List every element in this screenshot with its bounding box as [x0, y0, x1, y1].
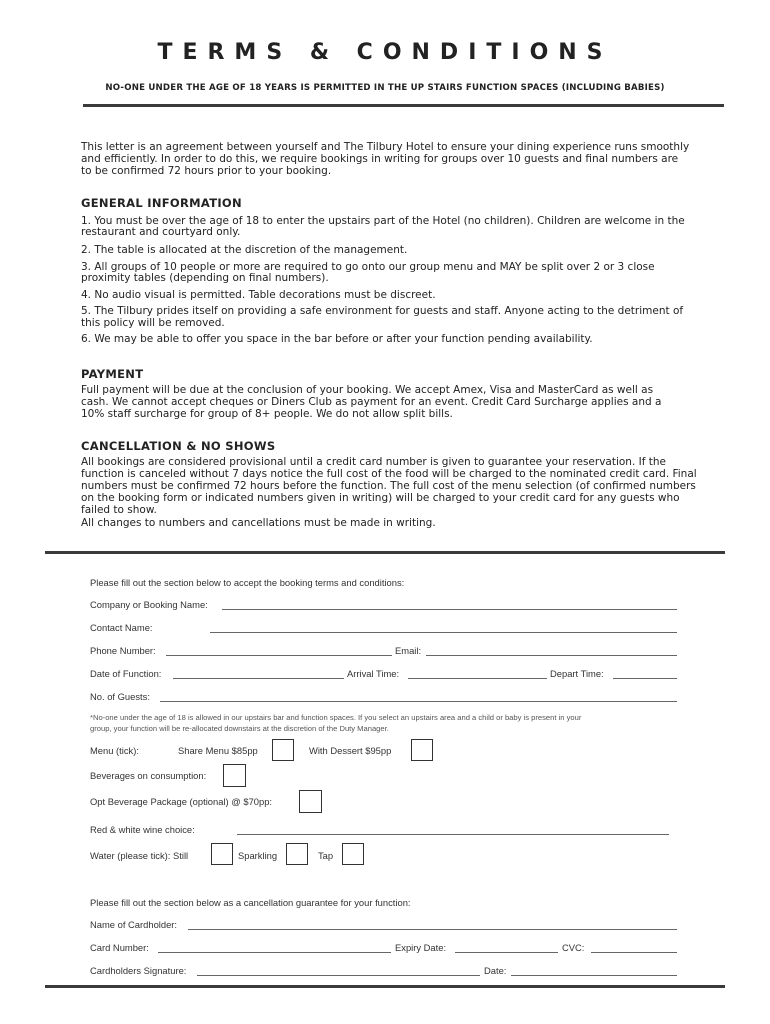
age-note: *No-one under the age of 18 is allowed in our upstairs bar and function spaces. If you select an upstairs area and a child or baby is present in your: [90, 713, 582, 722]
cancellation-line: failed to show.: [81, 504, 157, 516]
cvc-field[interactable]: [591, 952, 677, 953]
payment-line: 10% staff surcharge for group of 8+ people. We do not allow split bills.: [81, 408, 453, 420]
tap-label: Tap: [318, 850, 334, 861]
expiry-field[interactable]: [455, 952, 558, 953]
general-item: proximity tables (depending on final numbers).: [81, 272, 329, 284]
guests-label: No. of Guests:: [90, 691, 150, 702]
general-item: 5. The Tilbury prides itself on providing a safe environment for guests and staff. Anyone acting to the detriment of: [81, 305, 684, 317]
cancellation-line: function is canceled without 7 days notice the full cost of the food will be charged to the nominated credit card. Final: [81, 468, 697, 480]
guests-field[interactable]: [160, 701, 677, 702]
date-of-function-field[interactable]: [173, 678, 344, 679]
payment-line: cash. We cannot accept cheques or Diners Club as payment for an event. Credit Card Surcharge applies and a: [81, 396, 662, 408]
arrival-time-label: Arrival Time:: [347, 668, 400, 679]
phone-field[interactable]: [166, 655, 392, 656]
general-item: 6. We may be able to offer you space in the bar before or after your function pending availability.: [81, 333, 593, 345]
cancellation-line: numbers must be confirmed 72 hours before the function. The full cost of the menu selection (of confirmed numbers: [81, 480, 696, 492]
intro-line: This letter is an agreement between yourself and The Tilbury Hotel to ensure your dining experience runs smoothly: [81, 141, 690, 153]
age-note: group, your function will be re-allocated downstairs at the discretion of the Duty Manager.: [90, 724, 389, 733]
general-item: 3. All groups of 10 people or more are required to go onto our group menu and MAY be split over 2 or 3 close: [81, 261, 655, 273]
header-divider: [83, 104, 724, 107]
contact-label: Contact Name:: [90, 622, 153, 633]
cancellation-line: All changes to numbers and cancellations must be made in writing.: [81, 517, 436, 529]
cardholder-label: Name of Cardholder:: [90, 919, 178, 930]
wine-choice-label: Red & white wine choice:: [90, 824, 195, 835]
tap-water-checkbox[interactable]: [342, 843, 364, 865]
cvc-label: CVC:: [562, 942, 585, 953]
with-dessert-checkbox[interactable]: [411, 739, 433, 761]
payment-line: Full payment will be due at the conclusion of your booking. We accept Amex, Visa and MasterCard as well as: [81, 384, 654, 396]
general-item: 2. The table is allocated at the discretion of the management.: [81, 244, 408, 256]
card-number-field[interactable]: [158, 952, 391, 953]
signature-date-field[interactable]: [511, 975, 677, 976]
still-water-checkbox[interactable]: [211, 843, 233, 865]
sparkling-label: Sparkling: [238, 850, 278, 861]
general-item: this policy will be removed.: [81, 317, 225, 329]
opt-beverage-label: Opt Beverage Package (optional) @ $70pp:: [90, 796, 273, 807]
menu-label: Menu (tick):: [90, 745, 139, 756]
depart-time-label: Depart Time:: [550, 668, 604, 679]
general-item: restaurant and courtyard only.: [81, 226, 241, 238]
depart-time-field[interactable]: [613, 678, 677, 679]
beverages-checkbox[interactable]: [223, 764, 246, 787]
water-label: Water (please tick): Still: [90, 850, 189, 861]
with-dessert-label: With Dessert $95pp: [309, 745, 392, 756]
cancellation-line: on the booking form or indicated numbers given in writing) will be charged to your credit card for any guests who: [81, 492, 680, 504]
date-of-function-label: Date of Function:: [90, 668, 162, 679]
share-menu-label: Share Menu $85pp: [178, 745, 258, 756]
general-item: 1. You must be over the age of 18 to enter the upstairs part of the Hotel (no children). Children are welcome in the: [81, 215, 685, 227]
email-label: Email:: [395, 645, 422, 656]
signature-label: Cardholders Signature:: [90, 965, 187, 976]
email-field[interactable]: [426, 655, 677, 656]
phone-label: Phone Number:: [90, 645, 156, 656]
wine-choice-field[interactable]: [237, 834, 669, 835]
footer-divider: [45, 985, 725, 988]
signature-date-label: Date:: [484, 965, 507, 976]
general-information-heading: GENERAL INFORMATION: [81, 196, 242, 210]
share-menu-checkbox[interactable]: [272, 739, 294, 761]
beverages-label: Beverages on consumption:: [90, 770, 207, 781]
intro-line: and efficiently. In order to do this, we require bookings in writing for groups over 10 guests and final numbers are: [81, 153, 679, 165]
company-label: Company or Booking Name:: [90, 599, 208, 610]
age-restriction-notice: NO-ONE UNDER THE AGE OF 18 YEARS IS PERMITTED IN THE UP STAIRS FUNCTION SPACES (INCLUDING BABIES): [105, 83, 665, 93]
intro-line: to be confirmed 72 hours prior to your booking.: [81, 165, 332, 177]
card-number-label: Card Number:: [90, 942, 149, 953]
company-field[interactable]: [222, 609, 677, 610]
signature-field[interactable]: [197, 975, 480, 976]
page-title: TERMS & CONDITIONS: [157, 40, 613, 65]
arrival-time-field[interactable]: [408, 678, 547, 679]
cardholder-field[interactable]: [188, 929, 677, 930]
contact-field[interactable]: [210, 632, 677, 633]
opt-beverage-checkbox[interactable]: [299, 790, 322, 813]
guarantee-instructions: Please fill out the section below as a cancellation guarantee for your function:: [90, 897, 411, 908]
accept-instructions: Please fill out the section below to accept the booking terms and conditions:: [90, 577, 405, 588]
payment-heading: PAYMENT: [81, 367, 144, 381]
expiry-label: Expiry Date:: [395, 942, 447, 953]
cancellation-line: All bookings are considered provisional until a credit card number is given to guarantee your reservation. If the: [81, 456, 667, 468]
cancellation-heading: CANCELLATION & NO SHOWS: [81, 439, 276, 453]
general-item: 4. No audio visual is permitted. Table decorations must be discreet.: [81, 289, 436, 301]
form-divider: [45, 551, 725, 554]
sparkling-water-checkbox[interactable]: [286, 843, 308, 865]
